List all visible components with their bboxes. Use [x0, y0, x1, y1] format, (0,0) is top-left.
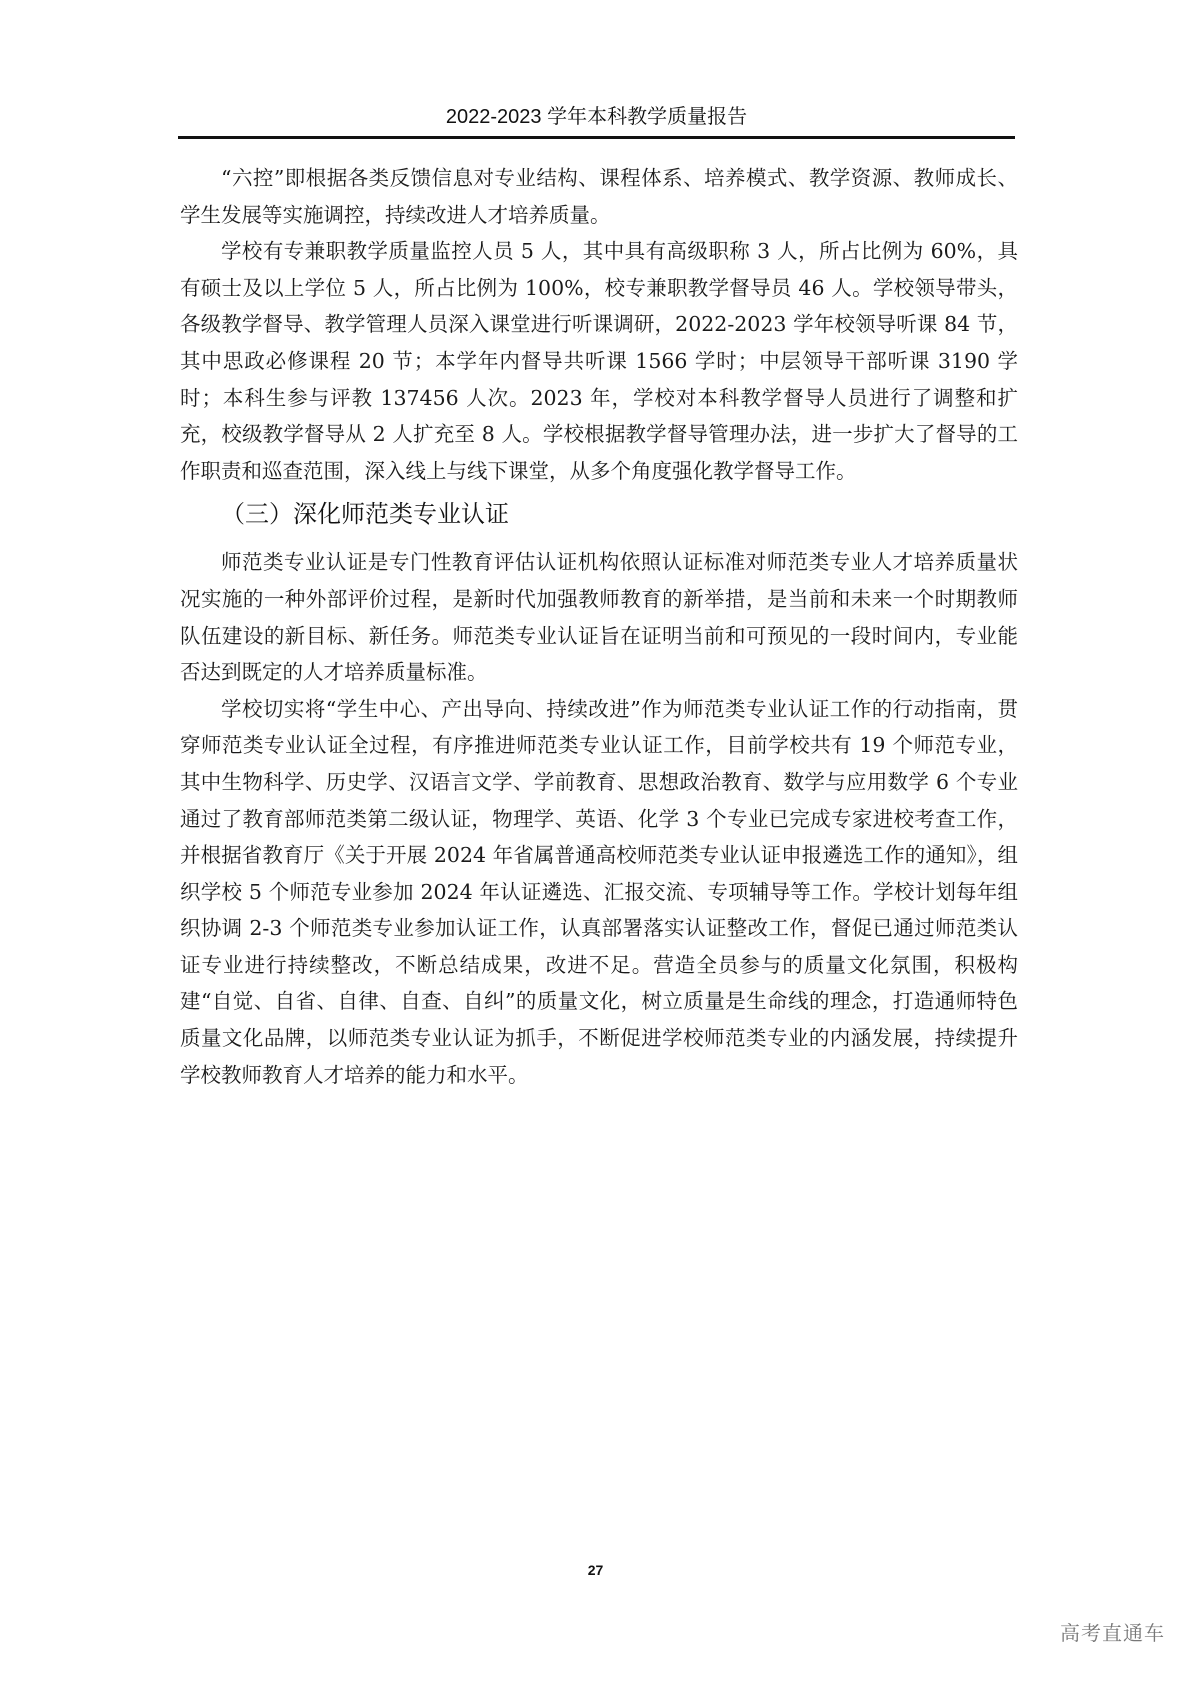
page-number: 27 — [587, 1562, 604, 1578]
paragraph-six-controls: “六控”即根据各类反馈信息对专业结构、课程体系、培养模式、教学资源、教师成长、学生发展等实施调控，持续改进人才培养质量。 — [180, 166, 1018, 227]
running-header: 2022-2023 学年本科教学质量报告 — [445, 106, 748, 128]
body-text — [180, 160, 1018, 1093]
paragraph-certification-definition: 师范类专业认证是专门性教育评估认证机构依照认证标准对师范类专业人才培养质量状况实施的一种外部评价过程，是新时代加强教师教育的新举措，是当前和未来一个时期教师队伍建设的新目标、新任务。师范类专业认证旨在证明当前和可预见的一段时间内，专业能否达到既定的人才培养质量标准。 — [180, 550, 1018, 685]
paragraph-certification-progress: 学校切实将“学生中心、产出导向、持续改进”作为师范类专业认证工作的行动指南，贯穿师范类专业认证全过程，有序推进师范类专业认证工作，目前学校共有 19 个师范专业，其中生物科学、历史学、汉语言文学、学前教育、思想政治教育、数学与应用数学 6 个专业通过了教育部师范类第二级认证，物理学、英语、化学 3 个专业已完成专家进校考查工作，并根据省教育厅《关于开展 2024 年省属普通高校师范类专业认证申报遴选工作的通知》，组织学校 5 个师范专业参加 2024 年认证遴选、汇报交流、专项辅导等工作。学校计划每年组织协调 2-3 个师范类专业参加认证工作，认真部署落实认证整改工作，督促已通过师范类认证专业进行持续整改，不断总结成果，改进不足。营造全员参与的质量文化氛围，积极构建“自觉、自省、自律、自查、自纠”的质量文化，树立质量是生命线的理念，打造通师特色质量文化品牌，以师范类专业认证为抓手，不断促进学校师范类专业的内涵发展，持续提升学校教师教育人才培养的能力和水平。 — [180, 696, 1018, 1087]
section-heading: （三）深化师范类专业认证 — [221, 500, 509, 529]
watermark-text: 高考直通车 — [1060, 1621, 1165, 1645]
header-rule-divider — [178, 136, 1015, 139]
paragraph-quality-monitoring: 学校有专兼职教学质量监控人员 5 人，其中具有高级职称 3 人，所占比例为 60%，具有硕士及以上学位 5 人，所占比例为 100%，校专兼职教学督导员 46 人。学校领导带头，各级教学督导、教学管理人员深入课堂进行听课调研，2022-2023 学年校领导听课 84 节，其中思政必修课程 20 节；本学年内督导共听课 1566 学时；中层领导干部听课 3190 学时；本科生参与评教 137456 人次。2023 年，学校对本科教学督导人员进行了调整和扩充，校级教学督导从 2 人扩充至 8 人。学校根据教学督导管理办法，进一步扩大了督导的工作职责和巡查范围，深入线上与线下课堂，从多个角度强化教学督导工作。 — [180, 239, 1018, 483]
